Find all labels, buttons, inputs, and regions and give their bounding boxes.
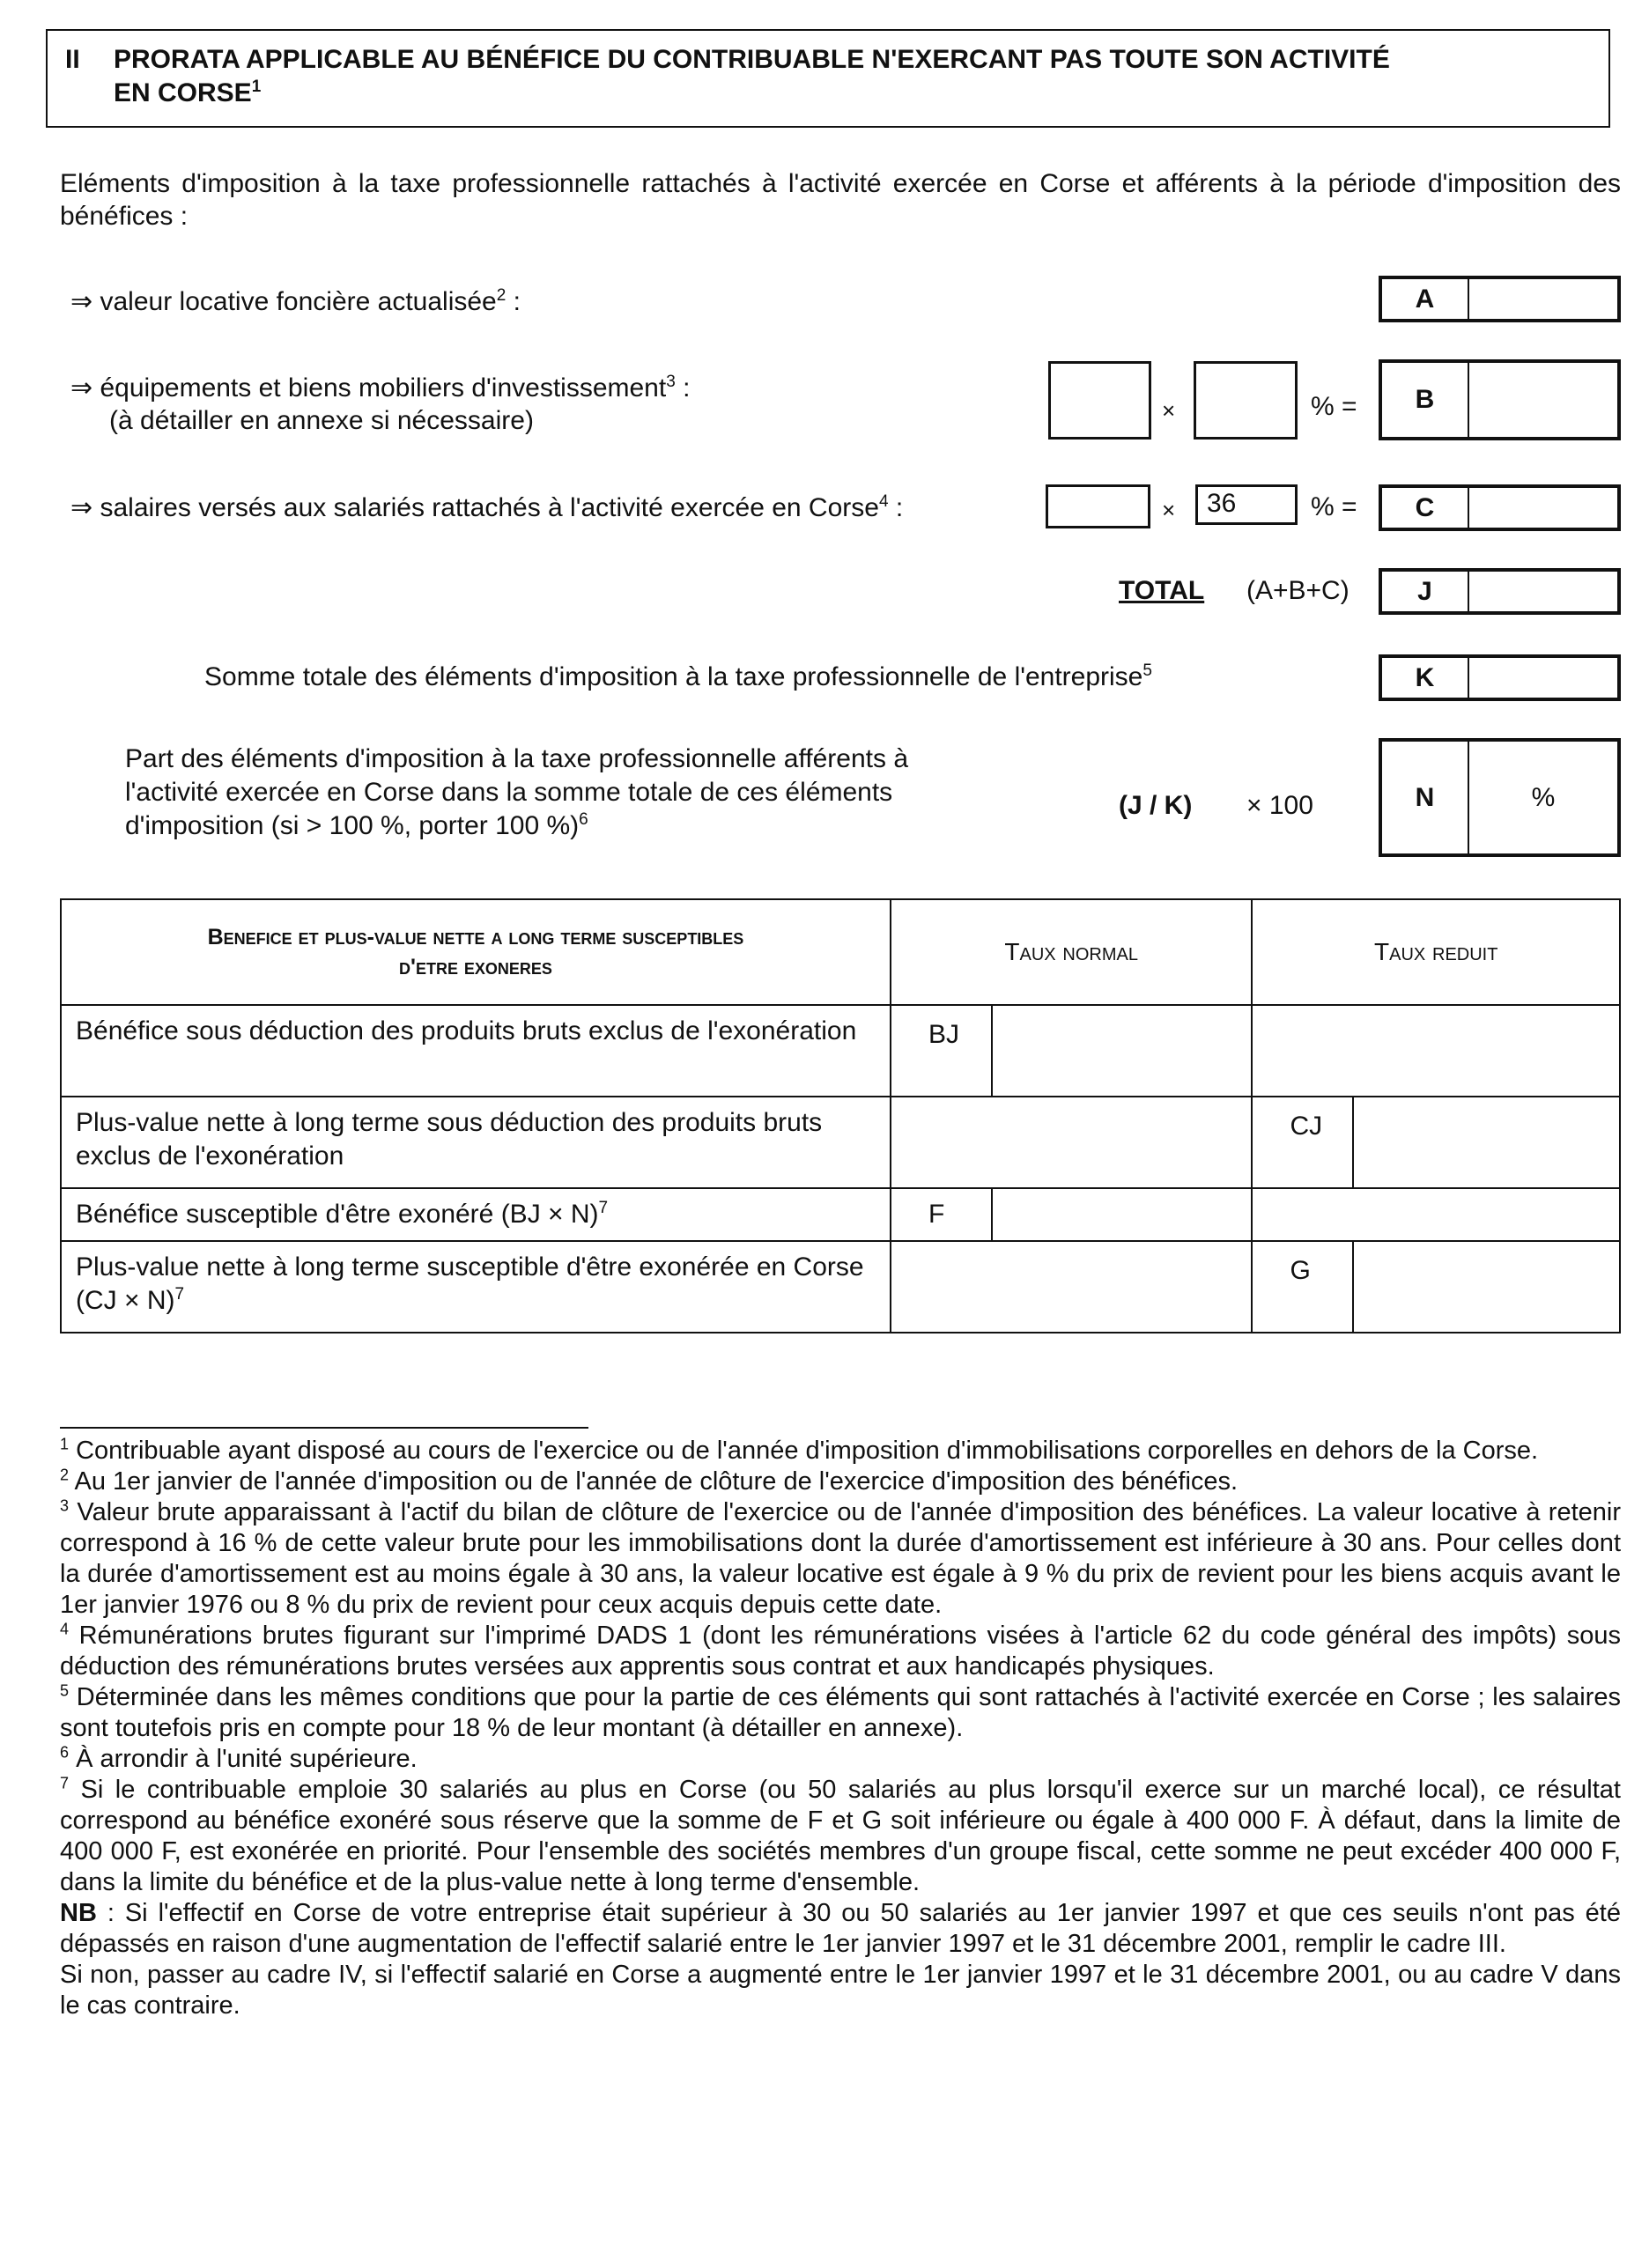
total-label: TOTAL [1119, 576, 1205, 605]
table-header-normal: Taux normal [891, 899, 1253, 1005]
footnote-text: À arrondir à l'unité supérieure. [76, 1745, 418, 1773]
footnote-3 [60, 1497, 1621, 1621]
section-header [46, 29, 1610, 128]
empty-cell [891, 1241, 1253, 1333]
table-header-reduit: Taux reduit [1252, 899, 1620, 1005]
footnote-text: Contribuable ayant disposé au cours de l'exercice ou de l'année d'imposition d'immobilisations corporelles en dehors de la Corse. [76, 1437, 1539, 1465]
table-row [61, 1241, 1620, 1333]
value-cell[interactable] [992, 1188, 1253, 1241]
row-a-suffix: : [506, 287, 521, 316]
footnote-ref: 3 [666, 373, 676, 391]
row-n-label [125, 742, 908, 843]
code-cell: CJ [1252, 1097, 1353, 1188]
field-a[interactable] [1379, 276, 1621, 322]
row-k-text: Somme totale des éléments d'imposition à la taxe professionnelle de l'entreprise [204, 662, 1143, 691]
total-formula: (A+B+C) [1246, 576, 1350, 605]
footnote-ref: 7 [174, 1285, 185, 1304]
row-b-text: équipements et biens mobiliers d'investissement [100, 373, 667, 403]
table-header-row [61, 899, 1620, 1005]
percent-unit: % [1531, 782, 1556, 812]
footnote-ref: 7 [598, 1199, 609, 1217]
field-b[interactable] [1379, 359, 1621, 440]
value-cell[interactable] [1353, 1241, 1620, 1333]
times-sign: × [1162, 397, 1176, 424]
exemption-table [60, 898, 1621, 1333]
row-b-suffix: : [675, 373, 691, 403]
value-cell[interactable] [1353, 1097, 1620, 1188]
arrow-right-icon: ⇒ [70, 493, 93, 522]
times-sign: × [1162, 497, 1176, 523]
table-row [61, 1188, 1620, 1241]
row-n-line3: d'imposition (si > 100 %, porter 100 %) [125, 811, 580, 840]
footnote-number: 7 [60, 1774, 70, 1792]
footnote-text: Valeur brute apparaissant à l'actif du bilan de clôture de l'exercice ou de l'année d'imposition des bénéfices. La valeur locative à retenir correspond à 16 % de cette valeur brute pour les immobilisations dont la durée d'amortissement est inférieure à 30 ans. Pour celles dont la durée d'amortissement est au moins égale à 30 ans, la valeur locative est égale à 9 % du prix de revient pour les biens acquis avant le 1er janvier 1976 ou 8 % du prix de revient pour ceux acquis depuis cette date. [60, 1498, 1622, 1619]
footnote-6 [60, 1744, 1621, 1775]
row-n-line1: Part des éléments d'imposition à la taxe professionnelle afférents à [125, 744, 909, 773]
intro-text: Eléments d'imposition à la taxe professionnelle rattachés à l'activité exercée en Corse et afférents à la période d'imposition des bénéfices : [60, 169, 1621, 231]
row-b-label [70, 373, 690, 404]
footnote-number: 4 [60, 1620, 70, 1638]
row-n-times: × 100 [1246, 791, 1313, 820]
empty-cell [1252, 1188, 1620, 1241]
code-cell: BJ [891, 1005, 992, 1097]
row-label-text: Plus-value nette à long terme susceptible d'être exonérée en Corse (CJ × N) [76, 1252, 864, 1315]
percent-equals: % = [1311, 392, 1357, 421]
percent-equals: % = [1311, 492, 1357, 521]
row-b-base-input[interactable] [1048, 361, 1151, 440]
section-title-line1: PRORATA APPLICABLE AU BÉNÉFICE DU CONTRIBUABLE N'EXERCANT PAS TOUTE SON ACTIVITÉ [114, 45, 1390, 74]
empty-cell [891, 1097, 1253, 1188]
field-value[interactable] [1469, 363, 1617, 437]
nb-note-2: Si non, passer au cadre IV, si l'effectif salarié en Corse a augmenté entre le 1er janvier 1997 et le 31 décembre 2001, ou au cadre V dans le cas contraire. [60, 1961, 1621, 2020]
footnote-text: Déterminée dans les mêmes conditions que pour la partie de ces éléments qui sont rattachés à l'activité exercée en Corse ; les salaires sont toutefois pris en compte pour 18 % de leur montant (à détailler en annexe). [60, 1683, 1621, 1742]
footnote-number: 1 [60, 1435, 70, 1453]
footnote-text: Au 1er janvier de l'année d'imposition ou de l'année de clôture de l'exercice d'imposition des bénéfices. [74, 1467, 1239, 1496]
row-label [61, 1241, 891, 1333]
nb-label: NB [60, 1899, 97, 1927]
row-c-rate-input[interactable] [1195, 484, 1298, 525]
footnote-1 [60, 1436, 1621, 1466]
section-title [65, 43, 1390, 110]
field-value[interactable] [1469, 572, 1617, 611]
footnotes [60, 1436, 1621, 2021]
footnote-ref: 1 [251, 78, 262, 96]
header-left-line1: Benefice et plus-value nette a long terme susceptibles [207, 925, 744, 949]
header-left-line2: d'etre exoneres [399, 955, 552, 979]
arrow-right-icon: ⇒ [70, 373, 93, 403]
row-label [61, 1188, 891, 1241]
field-code: J [1382, 572, 1469, 611]
code-cell: G [1252, 1241, 1353, 1333]
field-c[interactable] [1379, 484, 1621, 531]
footnote-2 [60, 1466, 1621, 1497]
field-code: A [1382, 279, 1469, 319]
row-label-text: Bénéfice susceptible d'être exonéré (BJ × N) [76, 1200, 599, 1229]
footnote-ref: 6 [579, 810, 588, 829]
arrow-right-icon: ⇒ [70, 287, 93, 316]
field-code: B [1382, 363, 1469, 437]
row-c-label [70, 492, 903, 524]
field-value[interactable] [1469, 658, 1617, 698]
footnote-number: 6 [60, 1743, 70, 1762]
row-c-rate: 36 [1207, 489, 1237, 518]
footnote-7 [60, 1775, 1621, 1898]
table-row [61, 1097, 1620, 1188]
footnote-number: 3 [60, 1496, 70, 1515]
row-label: Plus-value nette à long terme sous déduction des produits bruts exclus de l'exonération [61, 1097, 891, 1188]
code-cell: F [891, 1188, 992, 1241]
footnote-text: Rémunérations brutes figurant sur l'imprimé DADS 1 (dont les rémunérations visées à l'article 62 du code général des impôts) sous déduction des rémunérations brutes versées aux apprentis sous contrat et aux handicapés physiques. [60, 1622, 1621, 1681]
table-header-left [61, 899, 891, 1005]
footnote-5 [60, 1682, 1621, 1744]
field-value[interactable] [1469, 488, 1617, 528]
footnote-ref: 5 [1142, 661, 1152, 680]
section-number: II [65, 45, 80, 74]
table-row [61, 1005, 1620, 1097]
nb-note [60, 1898, 1621, 1960]
section-title-line2: EN CORSE [114, 78, 252, 107]
row-c-base-input[interactable] [1046, 484, 1150, 528]
field-j[interactable] [1379, 568, 1621, 615]
row-b-sublabel: (à détailler en annexe si nécessaire) [109, 406, 534, 435]
field-code: K [1382, 658, 1469, 698]
value-cell[interactable] [992, 1005, 1253, 1097]
field-n[interactable] [1379, 738, 1621, 857]
footnote-text: Si le contribuable emploie 30 salariés au plus en Corse (ou 50 salariés au plus lorsqu'il exerce sur un marché local), ce résultat correspond au bénéfice exonéré sous réserve que la somme de F et G soit inférieure ou égale à 400 000 F. À défaut, dans la limite de 400 000 F, est exonérée en priorité. Pour l'ensemble des sociétés membres d'un groupe fiscal, cette somme ne peut excéder 400 000 F, dans la limite du bénéfice et de la plus-value nette à long terme d'ensemble. [60, 1776, 1621, 1896]
row-c-suffix: : [888, 493, 904, 522]
footnote-number: 5 [60, 1681, 70, 1700]
footnote-4 [60, 1621, 1621, 1682]
row-a-text: valeur locative foncière actualisée [100, 287, 497, 316]
row-b-rate-input[interactable] [1194, 361, 1298, 440]
footnote-ref: 4 [878, 492, 889, 511]
row-n-line2: l'activité exercée en Corse dans la somme totale de ces éléments [125, 778, 893, 807]
footnote-divider [60, 1427, 588, 1429]
field-code: N [1382, 742, 1469, 853]
footnote-number: 2 [60, 1466, 70, 1484]
field-k[interactable] [1379, 654, 1621, 701]
field-value[interactable] [1469, 279, 1617, 319]
field-code: C [1382, 488, 1469, 528]
footnote-ref: 2 [496, 286, 507, 305]
row-k-label [204, 661, 1152, 693]
row-label: Bénéfice sous déduction des produits bruts exclus de l'exonération [61, 1005, 891, 1097]
empty-cell [1252, 1005, 1620, 1097]
field-value[interactable] [1469, 742, 1617, 853]
row-a-label [70, 286, 521, 318]
nb-text: : Si l'effectif en Corse de votre entreprise était supérieur à 30 ou 50 salariés au 1er janvier 1997 et que ces seuils n'ont pas été dépassés en raison d'une augmentation de l'effectif salarié entre le 1er janvier 1997 et le 31 décembre 2001, remplir le cadre III. [60, 1899, 1621, 1958]
row-c-text: salaires versés aux salariés rattachés à l'activité exercée en Corse [100, 493, 879, 522]
row-n-formula: (J / K) [1119, 791, 1193, 820]
